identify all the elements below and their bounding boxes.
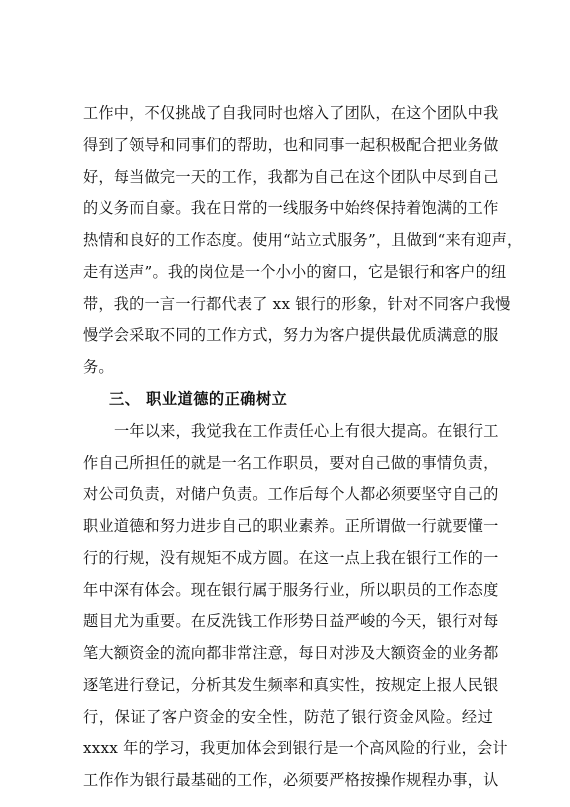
paragraph-2-line-10: 行，保证了客户资金的安全性，防范了银行资金风险。经过 — [83, 708, 493, 726]
paragraph-2-line-2: 作自己所担任的就是一名工作职员，要对自己做的事情负责， — [83, 454, 499, 472]
section-heading: 三、 职业道德的正确树立 — [109, 390, 288, 408]
paragraph-2-line-6: 年中深有体会。现在银行属于服务行业，所以职员的工作态度 — [83, 581, 499, 599]
paragraph-2-line-9: 逐笔进行登记，分析其发生频率和真实性，按规定上报人民银 — [83, 676, 499, 694]
paragraph-2-line-7: 题目尤为重要。在反洗钱工作形势日益严峻的今天，银行对每 — [83, 612, 499, 630]
paragraph-1-line-8: 慢学会采取不同的工作方式，努力为客户提供最优质满意的服 — [83, 326, 499, 344]
paragraph-1-line-6: 走有送声”。我的岗位是一个小小的窗口，它是银行和客户的纽 — [83, 263, 507, 281]
paragraph-1-line-2: 得到了领导和同事们的帮助，也和同事一起积极配合把业务做 — [83, 136, 499, 154]
paragraph-1-line-9: 务。 — [83, 358, 114, 376]
paragraph-2-line-11: xxxx 年的学习，我更加体会到银行是一个高风险的行业，会计 — [83, 739, 508, 757]
paragraph-1-line-4: 的义务而自豪。我在日常的一线服务中始终保持着饱满的工作 — [83, 199, 499, 217]
paragraph-1-line-7: 带，我的一言一行都代表了 xx 银行的形象，针对不同客户我慢 — [83, 295, 511, 313]
paragraph-1-line-1: 工作中，不仅挑战了自我同时也熔入了团队，在这个团队中我 — [83, 104, 499, 122]
paragraph-2-line-1: 一年以来，我觉我在工作责任心上有很大提高。在银行工 — [114, 422, 499, 440]
paragraph-2-line-5: 行的行规，没有规矩不成方圆。在这一点上我在银行工作的一 — [83, 549, 499, 567]
paragraph-1-line-3: 好，每当做完一天的工作，我都为自己在这个团队中尽到自己 — [83, 168, 499, 186]
paragraph-2-line-8: 笔大额资金的流向都非常注意，每日对涉及大额资金的业务都 — [83, 644, 499, 662]
paragraph-1-line-5: 热情和良好的工作态度。使用“站立式服务”，且做到“来有迎声， — [83, 231, 523, 249]
paragraph-2-line-12: 工作作为银行最基础的工作，必须要严格按操作规程办事，认 — [83, 771, 499, 789]
paragraph-2-line-4: 职业道德和努力进步自己的职业素养。正所谓做一行就要懂一 — [83, 517, 499, 535]
paragraph-2-line-3: 对公司负责，对储户负责。工作后每个人都必须要坚守自己的 — [83, 485, 499, 503]
